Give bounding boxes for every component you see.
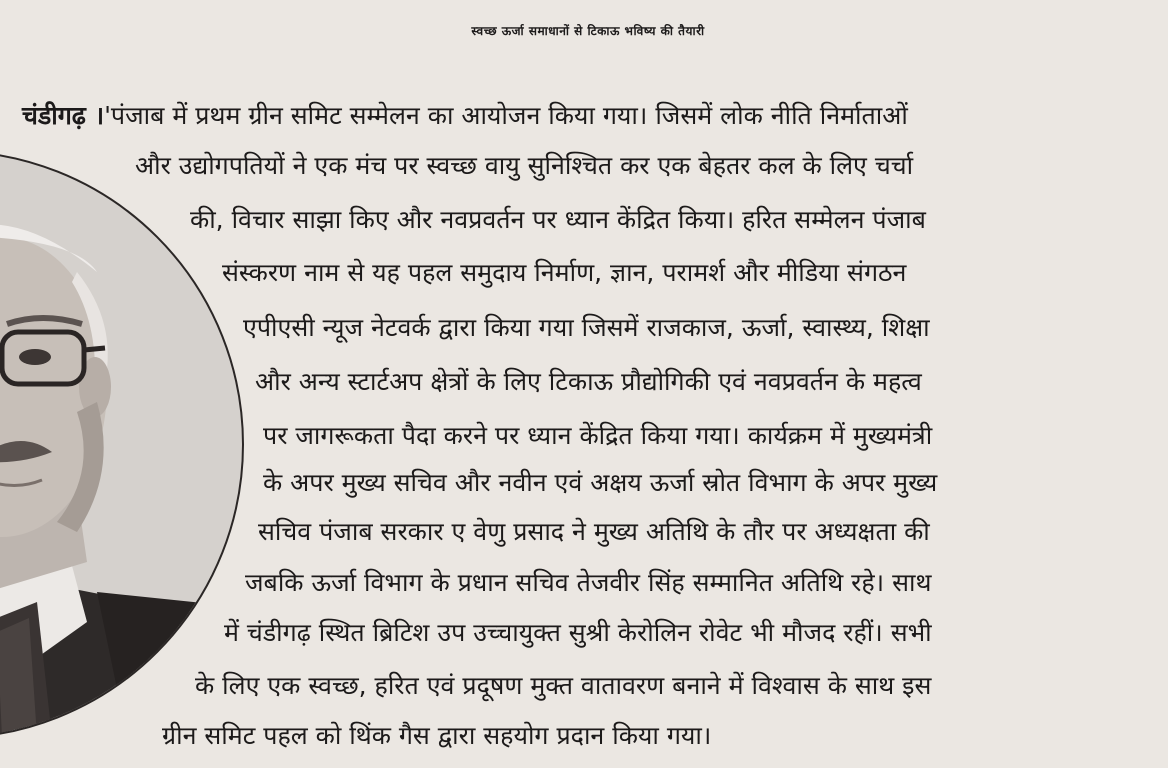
article-line-12: के लिए एक स्वच्छ, हरित एवं प्रदूषण मुक्त वातावरण बनाने में विश्वास के साथ इस [195,671,932,700]
article-line-6: और अन्य स्टार्टअप क्षेत्रों के लिए टिकाऊ प्रौद्योगिकी एवं नवप्रवर्तन के महत्व [255,367,922,396]
article-line-10: जबकि ऊर्जा विभाग के प्रधान सचिव तेजवीर सिंह सम्मानित अतिथि रहे। साथ [245,568,932,597]
article-line-11: में चंडीगढ़ स्थित ब्रिटिश उप उच्चायुक्त सुश्री केरोलिन रोवेट भी मौजद रहीं। सभी [224,618,932,647]
article-line-1 [22,100,908,132]
article-line-13: ग्रीन समिट पहल को थिंक गैस द्वारा सहयोग प्रदान किया गया। [162,721,712,750]
headline: स्वच्छ ऊर्जा समाधानों से टिकाऊ भविष्य की तैयारी [471,24,705,38]
article-line-1-text: 'पंजाब में प्रथम ग्रीन समिट सम्मेलन का आयोजन किया गया। जिसमें लोक नीति निर्माताओं [104,101,908,130]
article-line-2: और उद्योगपतियों ने एक मंच पर स्वच्छ वायु सुनिश्चित कर एक बेहतर कल के लिए चर्चा [135,151,914,180]
article-line-3: की, विचार साझा किए और नवप्रवर्तन पर ध्यान केंद्रित किया। हरित सम्मेलन पंजाब [190,205,926,234]
dateline: चंडीगढ़ । [22,101,105,130]
article-line-5: एपीएसी न्यूज नेटवर्क द्वारा किया गया जिसमें राजकाज, ऊर्जा, स्वास्थ्य, शिक्षा [243,313,930,342]
article-line-4: संस्करण नाम से यह पहल समुदाय निर्माण, ज्ञान, परामर्श और मीडिया संगठन [222,258,907,287]
portrait-photo [0,150,244,739]
article-line-9: सचिव पंजाब सरकार ए वेणु प्रसाद ने मुख्य अतिथि के तौर पर अध्यक्षता की [258,517,930,546]
article-line-7: पर जागरूकता पैदा करने पर ध्यान केंद्रित किया गया। कार्यक्रम में मुख्यमंत्री [263,421,933,450]
portrait-figure [0,152,242,737]
article-line-8: के अपर मुख्य सचिव और नवीन एवं अक्षय ऊर्जा स्रोत विभाग के अपर मुख्य [263,468,938,497]
